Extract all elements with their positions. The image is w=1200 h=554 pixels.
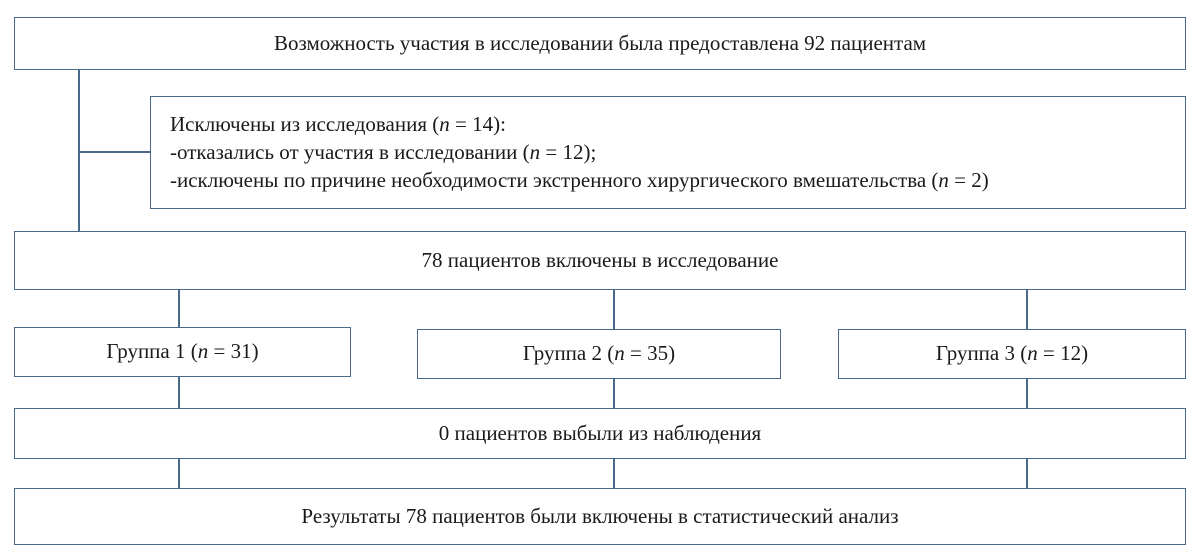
group-1-text: Группа 1 (n = 31)	[106, 339, 259, 364]
excluded-text	[170, 112, 989, 194]
analyzed-box	[14, 488, 1186, 545]
excluded-line-2: -отказались от участия в исследовании (n = 12);	[170, 139, 597, 164]
included-text: 78 пациентов включены в исследование	[421, 247, 779, 272]
connector-to-excluded	[78, 151, 150, 153]
included-box	[14, 231, 1186, 290]
connector-included-to-group-3	[1026, 289, 1028, 329]
connector-dropped-to-analyzed-1	[178, 458, 180, 488]
group-3-box	[838, 329, 1186, 379]
connector-group-3-to-dropped	[1026, 378, 1028, 408]
group-3-text: Группа 3 (n = 12)	[935, 341, 1089, 366]
group-2-box	[417, 329, 781, 379]
connector-group-1-to-dropped	[178, 376, 180, 408]
group-2-text: Группа 2 (n = 35)	[522, 341, 676, 366]
connector-included-to-group-2	[613, 289, 615, 329]
connector-dropped-to-analyzed-2	[613, 458, 615, 488]
dropped-box	[14, 408, 1186, 459]
dropped-text: 0 пациентов выбыли из наблюдения	[438, 420, 762, 445]
excluded-box	[150, 96, 1186, 209]
connector-dropped-to-analyzed-3	[1026, 458, 1028, 488]
connector-included-to-group-1	[178, 289, 180, 327]
group-1-box	[14, 327, 351, 377]
analyzed-text: Результаты 78 пациентов были включены в статистический анализ	[301, 503, 899, 528]
eligible-box	[14, 17, 1186, 70]
excluded-line-3: -исключены по причине необходимости экстренного хирургического вмешательства (n = 2)	[170, 168, 989, 193]
connector-group-2-to-dropped	[613, 378, 615, 408]
eligible-text: Возможность участия в исследовании была предоставлена 92 пациентам	[273, 30, 927, 55]
excluded-line-1: Исключены из исследования (n = 14):	[170, 111, 506, 136]
connector-eligible-to-included	[78, 69, 80, 231]
